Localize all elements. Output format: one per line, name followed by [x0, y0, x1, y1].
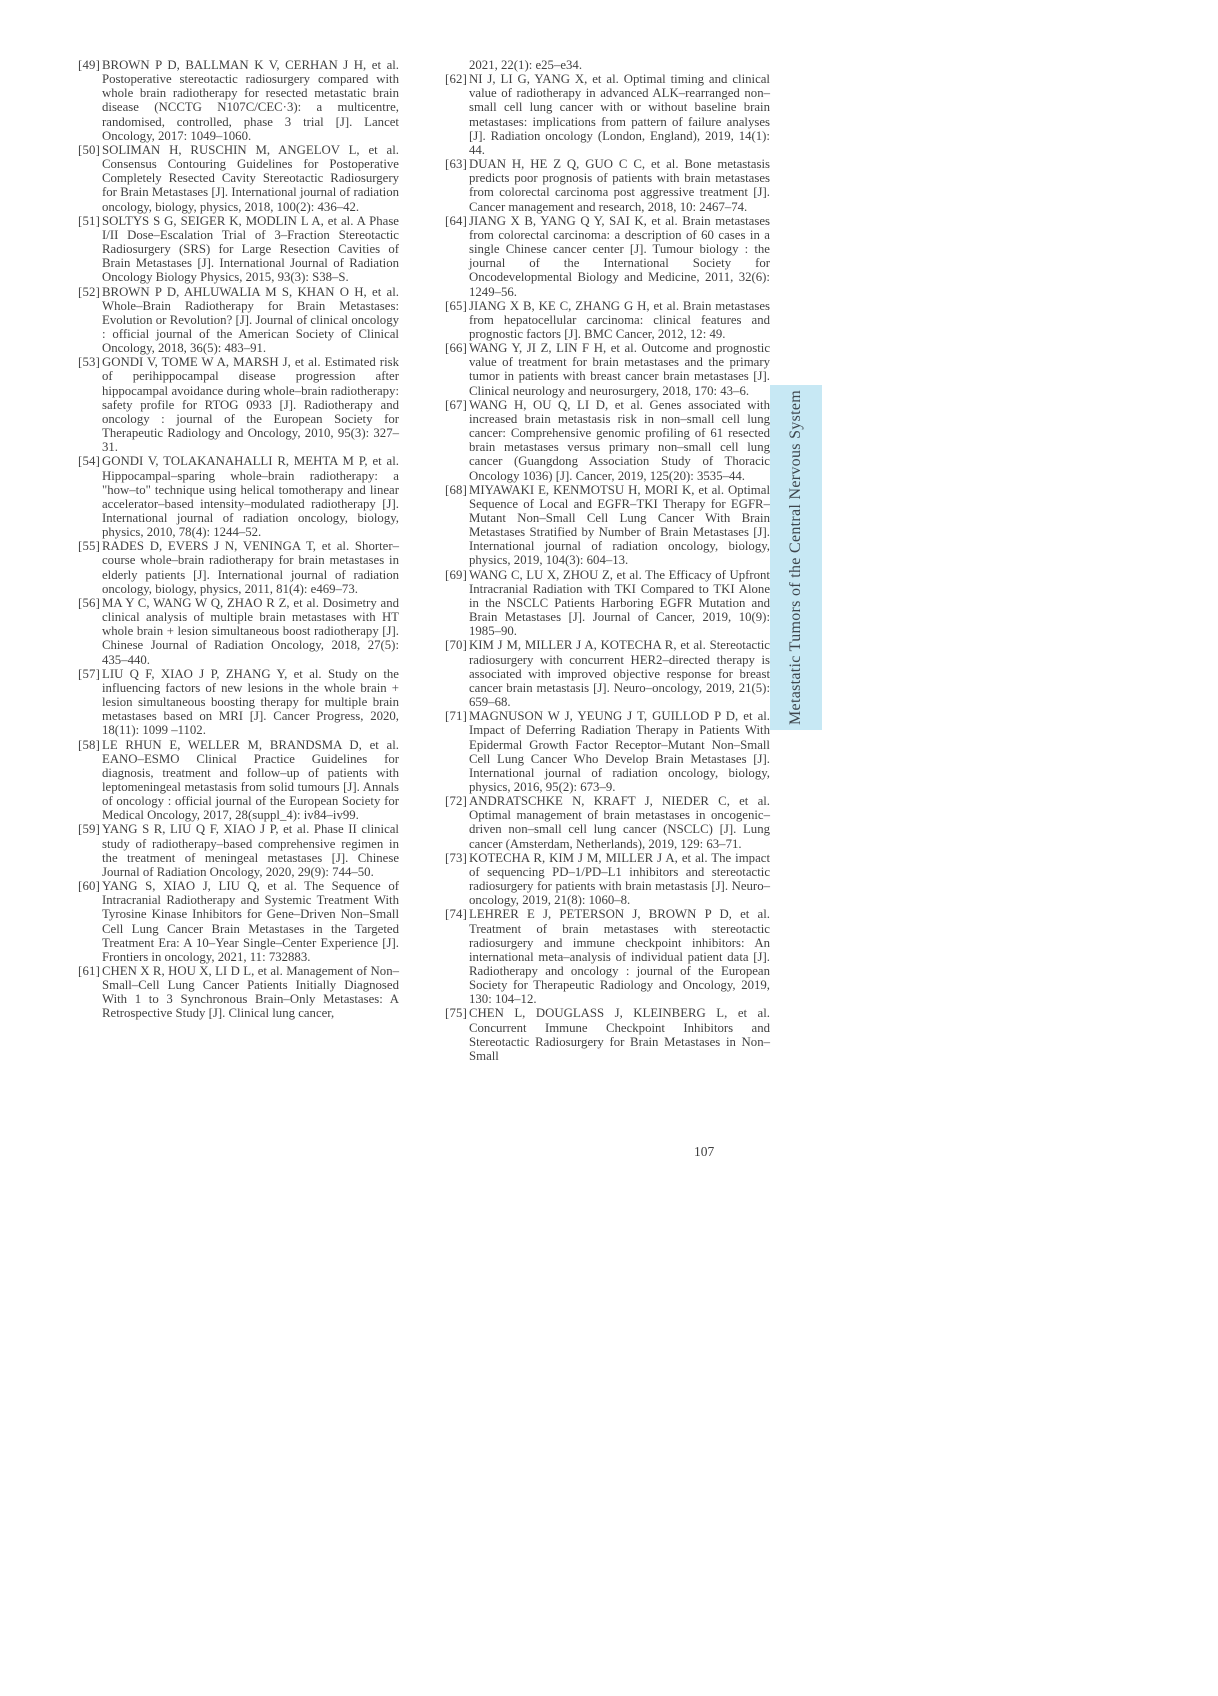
reference-number: [52]	[78, 284, 101, 299]
reference-number: [65]	[445, 298, 468, 313]
page-number: 107	[694, 1144, 715, 1159]
reference-number: [51]	[78, 213, 101, 228]
reference-number: [50]	[78, 142, 101, 157]
reference-number: [53]	[78, 355, 101, 370]
reference-number: [55]	[78, 539, 101, 554]
reference-text: LEHRER E J, PETERSON J, BROWN P D, et al. Treatment of brain metastases with stereotactic radiosurgery and immune checkpoint inhibitors: An international meta–analysis of individual patient data [J]. Radiotherapy and oncology : journal of the European Society for Therapeutic Radiology and Oncology, 2019, 130: 104–12.	[469, 907, 770, 1007]
reference-number: [70]	[445, 638, 468, 653]
reference-item	[78, 596, 399, 667]
reference-number: [59]	[78, 822, 101, 837]
reference-number: [68]	[445, 482, 468, 497]
reference-text: BROWN P D, BALLMAN K V, CERHAN J H, et al. Postoperative stereotactic radiosurgery compared with whole brain radiotherapy for resected metastatic brain disease (NCCTG N107C/CEC·3): a multicentre, randomised, controlled, phase 3 trial [J]. Lancet Oncology, 2017: 1049–1060.	[102, 58, 399, 143]
reference-text: GONDI V, TOME W A, MARSH J, et al. Estimated risk of perihippocampal disease progression after hippocampal avoidance during whole–brain radiotherapy: safety profile for RTOG 0933 [J]. Radiotherapy and oncology : journal of the European Society for Therapeutic Radiology and Oncology, 2010, 95(3): 327–31.	[102, 355, 399, 455]
reference-text: CHEN L, DOUGLASS J, KLEINBERG L, et al. Concurrent Immune Checkpoint Inhibitors and Stereotactic Radiosurgery for Brain Metastases in Non–Small	[469, 1006, 770, 1063]
reference-item	[78, 143, 399, 214]
reference-item	[445, 58, 770, 72]
reference-item	[445, 214, 770, 299]
reference-text: WANG C, LU X, ZHOU Z, et al. The Efficacy of Upfront Intracranial Radiation with TKI Compared to TKI Alone in the NSCLC Patients Harboring EGFR Mutation and Brain Metastases [J]. Journal of Cancer, 2019, 10(9): 1985–90.	[469, 567, 770, 639]
reference-text: JIANG X B, YANG Q Y, SAI K, et al. Brain metastases from colorectal carcinoma: a description of 60 cases in a single Chinese cancer center [J]. Tumour biology : the journal of the International Society for Oncodevelopmental Biology and Medicine, 2011, 32(6): 1249–56.	[469, 213, 770, 299]
chapter-tab-label: Metastatic Tumors of the Central Nervous System	[787, 390, 804, 725]
reference-item	[445, 1006, 770, 1063]
reference-number: [56]	[78, 595, 101, 610]
reference-item	[445, 851, 770, 908]
reference-item	[445, 398, 770, 483]
reference-item	[78, 285, 399, 356]
reference-item	[78, 879, 399, 964]
reference-text: 2021, 22(1): e25–e34.	[469, 58, 583, 72]
reference-item	[78, 214, 399, 285]
reference-text: DUAN H, HE Z Q, GUO C C, et al. Bone metastasis predicts poor prognosis of patients with brain metastases from colorectal carcinoma post aggressive treatment [J]. Cancer management and research, 2018, 10: 2467–74.	[469, 157, 770, 214]
reference-text: MIYAWAKI E, KENMOTSU H, MORI K, et al. Optimal Sequence of Local and EGFR–TKI Therapy for EGFR–Mutant Non–Small Cell Lung Cancer With Brain Metastases Stratified by Number of Brain Metastases [J]. International journal of radiation oncology, biology, physics, 2019, 104(3): 604–13.	[469, 482, 770, 568]
reference-item	[445, 341, 770, 398]
reference-number: [62]	[445, 72, 468, 87]
reference-text: MA Y C, WANG W Q, ZHAO R Z, et al. Dosimetry and clinical analysis of multiple brain metastases with HT whole brain + lesion simultaneous boost radiotherapy [J]. Chinese Journal of Radiation Oncology, 2018, 27(5): 435–440.	[102, 595, 399, 667]
reference-number: [71]	[445, 709, 468, 724]
reference-number: [69]	[445, 567, 468, 582]
reference-item	[445, 794, 770, 851]
reference-number: [58]	[78, 737, 101, 752]
reference-item	[445, 709, 770, 794]
reference-number: [75]	[445, 1006, 468, 1021]
reference-number: [64]	[445, 213, 468, 228]
reference-item	[78, 454, 399, 539]
reference-item	[78, 738, 399, 823]
reference-text: NI J, LI G, YANG X, et al. Optimal timing and clinical value of radiotherapy in advanced ALK–rearranged non–small cell lung cancer with or without baseline brain metastases: implications from pattern of failure analyses [J]. Radiation oncology (London, England), 2019, 14(1): 44.	[469, 72, 770, 157]
reference-item	[78, 667, 399, 738]
chapter-tab	[770, 385, 822, 730]
reference-item	[445, 299, 770, 341]
reference-item	[445, 638, 770, 709]
reference-text: KIM J M, MILLER J A, KOTECHA R, et al. Stereotactic radiosurgery with concurrent HER2–directed therapy is associated with improved objective response for breast cancer brain metastasis [J]. Neuro–oncology, 2019, 21(5): 659–68.	[469, 638, 770, 710]
reference-item	[78, 964, 399, 1021]
reference-item	[78, 355, 399, 454]
reference-number: [60]	[78, 879, 101, 894]
reference-text: SOLTYS S G, SEIGER K, MODLIN L A, et al. A Phase I/II Dose–Escalation Trial of 3–Fraction Stereotactic Radiosurgery (SRS) for Large Resection Cavities of Brain Metastases [J]. International Journal of Radiation Oncology Biology Physics, 2015, 93(3): S38–S.	[102, 213, 399, 285]
reference-text: LE RHUN E, WELLER M, BRANDSMA D, et al. EANO–ESMO Clinical Practice Guidelines for diagnosis, treatment and follow–up of patients with leptomeningeal metastasis from solid tumours [J]. Annals of oncology : official journal of the European Society for Medical Oncology, 2017, 28(suppl_4): iv84–iv99.	[102, 737, 399, 823]
reference-number: [73]	[445, 850, 468, 865]
reference-text: YANG S R, LIU Q F, XIAO J P, et al. Phase II clinical study of radiotherapy–based comprehensive regimen in the treatment of meningeal metastases [J]. Chinese Journal of Radiation Oncology, 2020, 29(9): 744–50.	[102, 822, 399, 879]
reference-text: LIU Q F, XIAO J P, ZHANG Y, et al. Study on the influencing factors of new lesions in the whole brain + lesion simultaneous boosting therapy for multiple brain metastases based on MRI [J]. Cancer Progress, 2020, 18(11): 1099 –1102.	[102, 666, 399, 738]
reference-item	[78, 58, 399, 143]
reference-text: ANDRATSCHKE N, KRAFT J, NIEDER C, et al. Optimal management of brain metastases in oncogenic–driven non–small cell lung cancer (NSCLC) [J]. Lung cancer (Amsterdam, Netherlands), 2019, 129: 63–71.	[469, 794, 770, 851]
reference-text: KOTECHA R, KIM J M, MILLER J A, et al. The impact of sequencing PD–1/PD–L1 inhibitors and stereotactic radiosurgery for patients with brain metastasis [J]. Neuro–oncology, 2019, 21(8): 1060–8.	[469, 850, 770, 908]
reference-item	[445, 568, 770, 639]
reference-item	[445, 483, 770, 568]
reference-item	[445, 157, 770, 214]
reference-number: [57]	[78, 666, 101, 681]
references-column-left	[78, 58, 399, 1021]
reference-text: WANG H, OU Q, LI D, et al. Genes associated with increased brain metastasis risk in non–small cell lung cancer: Comprehensive genomic profiling of 61 resected brain metastases versus primary non–small cell lung cancer (Guangdong Association Study of Thoracic Oncology 1036) [J]. Cancer, 2019, 125(20): 3535–44.	[469, 397, 770, 483]
reference-number: [49]	[78, 58, 101, 72]
references-column-right	[445, 58, 770, 1063]
reference-number: [72]	[445, 794, 468, 809]
reference-number: [67]	[445, 397, 468, 412]
reference-text: JIANG X B, KE C, ZHANG G H, et al. Brain metastases from hepatocellular carcinoma: clinical features and prognostic factors [J]. BMC Cancer, 2012, 12: 49.	[469, 298, 770, 341]
reference-number: [61]	[78, 964, 101, 978]
reference-text: CHEN X R, HOU X, LI D L, et al. Management of Non–Small–Cell Lung Cancer Patients Initially Diagnosed With 1 to 3 Synchronous Brain–Only Metastases: A Retrospective Study [J]. Clinical lung cancer,	[102, 964, 399, 1021]
reference-text: WANG Y, JI Z, LIN F H, et al. Outcome and prognostic value of treatment for brain metastases and the primary tumor in patients with breast cancer brain metastases [J]. Clinical neurology and neurosurgery, 2018, 170: 43–6.	[469, 341, 770, 398]
reference-number: [54]	[78, 454, 101, 469]
reference-text: MAGNUSON W J, YEUNG J T, GUILLOD P D, et al. Impact of Deferring Radiation Therapy in Patients With Epidermal Growth Factor Receptor–Mutant Non–Small Cell Lung Cancer Who Develop Brain Metastases [J]. International journal of radiation oncology, biology, physics, 2016, 95(2): 673–9.	[469, 709, 770, 794]
reference-number: [63]	[445, 157, 468, 172]
reference-text: YANG S, XIAO J, LIU Q, et al. The Sequence of Intracranial Radiotherapy and Systemic Treatment With Tyrosine Kinase Inhibitors for Gene–Driven Non–Small Cell Lung Cancer Brain Metastases in the Targeted Treatment Era: A 10–Year Single–Center Experience [J]. Frontiers in oncology, 2021, 11: 732883.	[102, 879, 399, 964]
reference-text: RADES D, EVERS J N, VENINGA T, et al. Shorter–course whole–brain radiotherapy for brain metastases in elderly patients [J]. International journal of radiation oncology, biology, physics, 2011, 81(4): e469–73.	[102, 539, 399, 596]
reference-item	[78, 539, 399, 596]
reference-text: SOLIMAN H, RUSCHIN M, ANGELOV L, et al. Consensus Contouring Guidelines for Postoperative Completely Resected Cavity Stereotactic Radiosurgery for Brain Metastases [J]. International journal of radiation oncology, biology, physics, 2018, 100(2): 436–42.	[102, 142, 399, 214]
reference-item	[445, 72, 770, 157]
reference-text: BROWN P D, AHLUWALIA M S, KHAN O H, et al. Whole–Brain Radiotherapy for Brain Metastases: Evolution or Revolution? [J]. Journal of clinical oncology : official journal of the American Society of Clinical Oncology, 2018, 36(5): 483–91.	[102, 284, 399, 356]
reference-text: GONDI V, TOLAKANAHALLI R, MEHTA M P, et al. Hippocampal–sparing whole–brain radiotherapy: a "how–to" technique using helical tomotherapy and linear accelerator–based intensity–modulated radiotherapy [J]. International journal of radiation oncology, biology, physics, 2010, 78(4): 1244–52.	[102, 454, 399, 540]
reference-number: [74]	[445, 907, 468, 922]
reference-number: [66]	[445, 341, 468, 356]
reference-item	[78, 822, 399, 879]
reference-item	[445, 907, 770, 1006]
